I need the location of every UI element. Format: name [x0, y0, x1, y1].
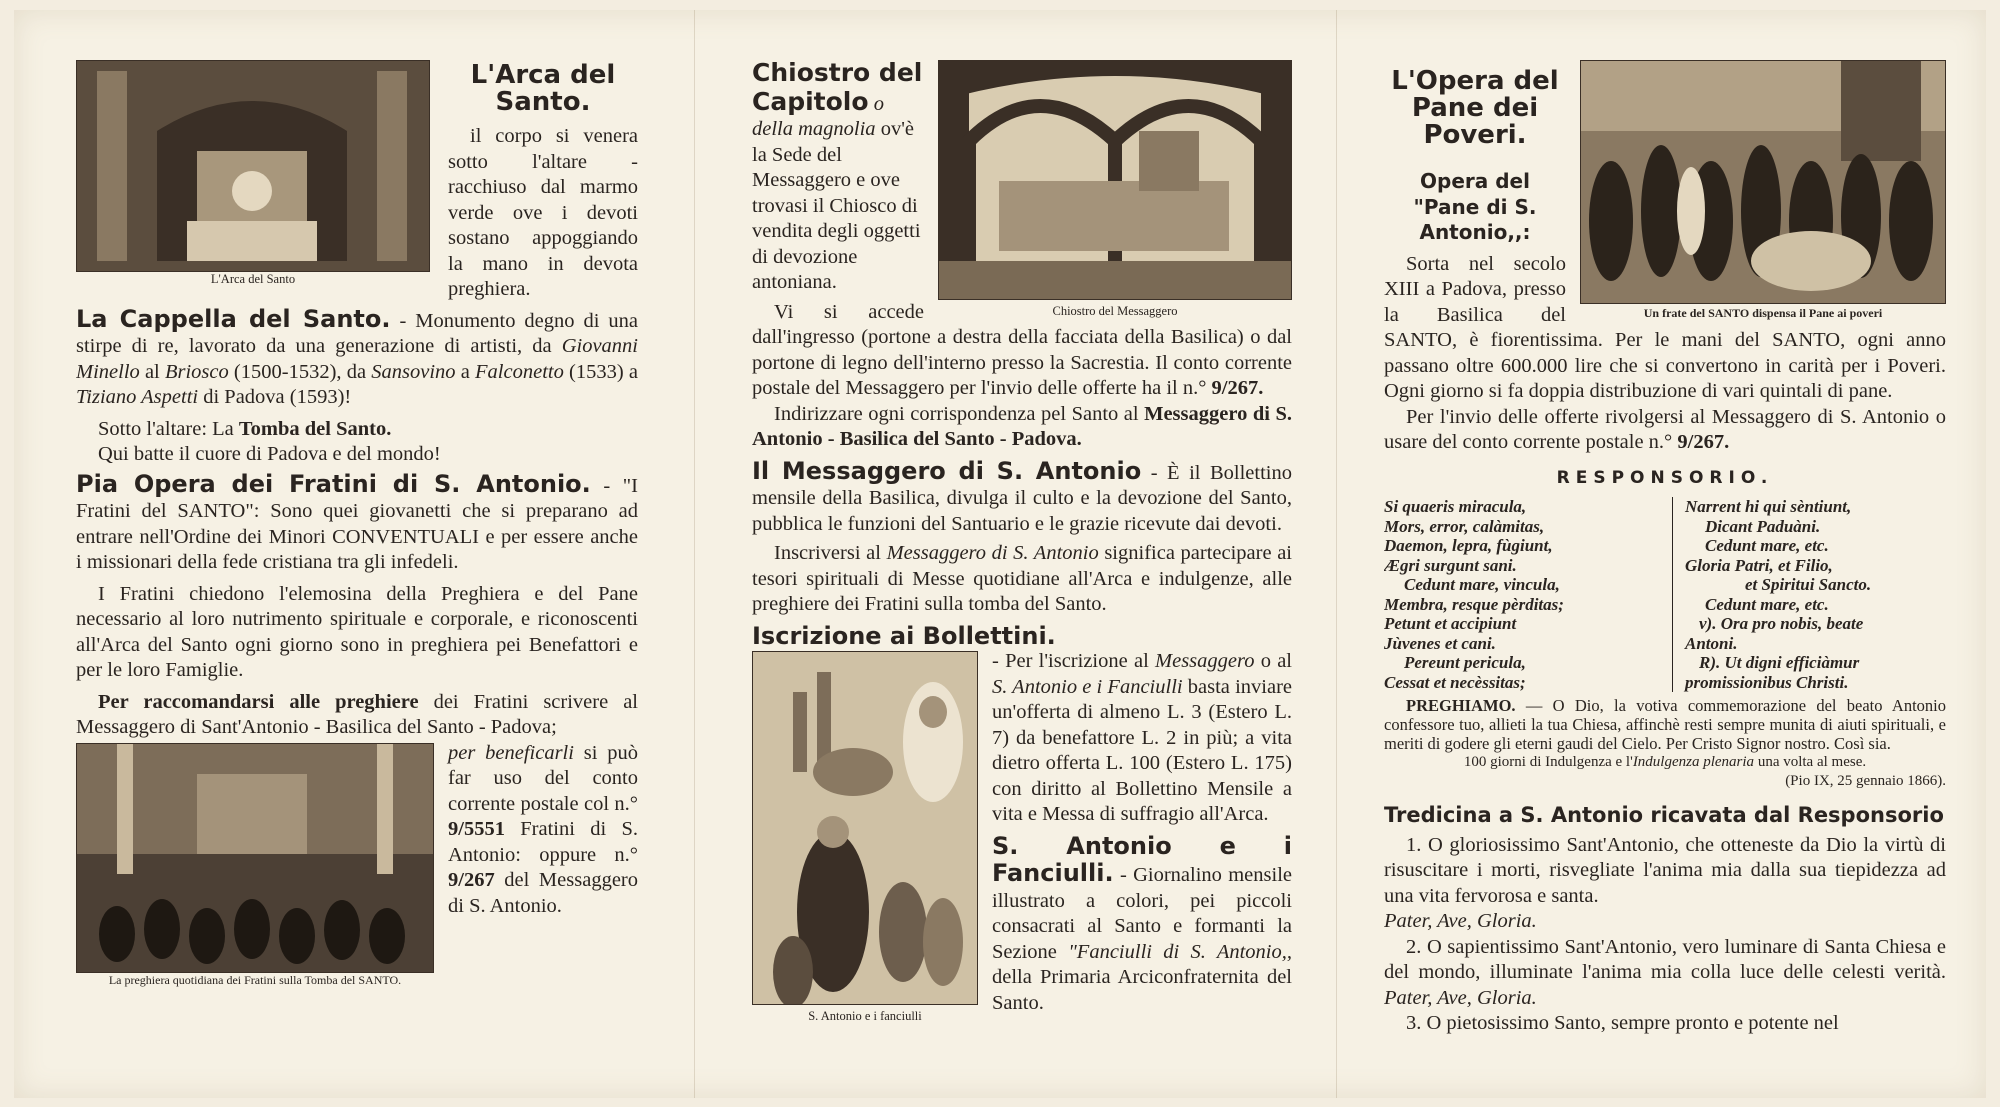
arca-photo-caption: L'Arca del Santo	[210, 272, 296, 286]
responsorio-verse-line: et Spiritui Sancto.	[1745, 575, 1872, 594]
fratini-paragraph: Pia Opera dei Fratini di S. Antonio. - "I Fratini del SANTO": Sono quei giovanetti che si preparano ad entrare nell'Ordine dei Minori CONVENTUALI e per essere anche i missionari della fede cristiana tra gli infedeli.	[76, 469, 638, 573]
arca-text: il corpo si venera sotto l'altare - racchiuso dal marmo verde ove i devoti sostano appoggiando la mano in devota preghiera.	[448, 125, 638, 300]
responsorio-left-column	[1384, 497, 1673, 692]
fratini-photo	[76, 743, 434, 973]
responsorio-verse-line: Membra, resque pèrditas;	[1384, 594, 1564, 614]
responsorio-verse-line: Daemon, lepra, fùgiunt,	[1384, 536, 1553, 555]
arca-title: L'Arca del Santo.	[470, 60, 616, 117]
tomba-line: Sotto l'altare: La Tomba del Santo.	[98, 417, 392, 440]
fanciulli-paragraph: S. Antonio e i Fanciulli. - Giornalino mensile illustrato a colori, pei piccoli consacrati al Santo e formanti la Sezione "Fanciulli di S. Antonio,, della Primaria Arciconfraternita del Santo.	[992, 831, 1292, 1014]
pane-photo-block	[1580, 60, 1946, 320]
responsorio-verse-line: promissionibus Christi.	[1685, 672, 1849, 692]
responsorio-verse-line: Dicant Paduàni.	[1705, 516, 1821, 536]
fratini-photo-block	[76, 743, 434, 987]
responsorio-title: RESPONSORIO.	[1556, 467, 1774, 488]
accede-paragraph: Vi si accede dall'ingresso (portone a destra della facciata della Basilica) o dal portone di legno dell'interno presso la Sacrestia. Il conto corrente postale del Messaggero per l'invio delle offerte ha il n.° 9/267.	[752, 300, 1292, 399]
arca-photo	[76, 60, 430, 272]
tredicina-3: 3. O pietosissimo Santo, sempre pronto e potente nel	[1406, 1012, 1839, 1034]
iscrizione-paragraph: - Per l'iscrizione al Messaggero o al S. Antonio e i Fanciulli basta inviare un'offerta di almeno L. 3 (Estero L. 7) da benefattore L. 2 in più; a vita dietro offerta L. 100 (Estero L. 175) con diritto al Bollettino Mensile a vita e Messa di suffragio all'Arca.	[992, 650, 1292, 825]
responsorio-verse-line: v). Ora pro nobis, beate	[1699, 614, 1864, 633]
responsorio-right-column	[1673, 497, 1946, 692]
fratini-photo-caption: La preghiera quotidiana dei Fratini sulla Tomba del SANTO.	[108, 972, 402, 987]
responsorio-verse-line: Cedunt mare, etc.	[1705, 536, 1829, 555]
cappella-paragraph: La Cappella del Santo. - Monumento degno di una stirpe di re, lavorato da una generazione di artisti, da Giovanni Minello al Briosco (1500-1532), da Sansovino a Falconetto (1533) a Tiziano Aspetti di Padova (1593)!	[76, 304, 638, 408]
fold-line-2	[1336, 10, 1337, 1098]
chiostro-photo-block	[938, 60, 1292, 318]
leaflet-sheet	[14, 10, 1986, 1098]
opera-subtitle: Opera del "Pane di S. Antonio,,:	[1413, 169, 1537, 244]
inscriversi-paragraph: Inscriversi al Messaggero di S. Antonio significa partecipare ai tesori spirituali di Messe quotidiane all'Arca e indulgenze, alle preghiere dei Fratini sulla tomba del Santo.	[752, 542, 1292, 615]
messaggero-title: Il Messaggero di S. Antonio	[752, 456, 1142, 485]
chiostro-photo	[938, 60, 1292, 300]
responsorio-verse-line: Gloria Patri, et Filio,	[1685, 555, 1833, 575]
tredicina-2: 2. O sapientissimo Sant'Antonio, vero luminare di Santa Chiesa e del mondo, illuminate l'anima mia colla luce delle celesti verità. Pater, Ave, Gloria.	[1384, 935, 1946, 1009]
column-left	[76, 60, 638, 1090]
cuore-line: Qui batte il cuore di Padova e del mondo!	[98, 443, 441, 465]
fold-line-1	[694, 10, 695, 1098]
responsorio-verse-line: Antoni.	[1685, 633, 1738, 653]
fanciulli-photo-block	[752, 651, 978, 1023]
chiostro-paragraph: Chiostro del Capitolo o della magnolia ov'è la Sede del Messaggero e ove trovasi il Chiosco di vendita degli oggetti di devozione antoniana.	[752, 60, 923, 293]
indirizzare-paragraph: Indirizzare ogni corrispondenza pel Santo al Messaggero di S. Antonio - Basilica del Santo - Padova.	[752, 402, 1292, 450]
fanciulli-photo	[752, 651, 978, 1005]
responsorio-verse-line: Cedunt mare, etc.	[1705, 594, 1829, 614]
column-middle	[752, 60, 1292, 1090]
iscrizione-title: Iscrizione ai Bollettini.	[752, 621, 1056, 650]
tredicina-1-prayers: Pater, Ave, Gloria.	[1384, 910, 1537, 932]
tredicina-1: 1. O gloriosissimo Sant'Antonio, che otteneste da Dio la virtù di risuscitare i morti, risvegliate l'anima mia dalla sua tiepidezza ad una vita fervorosa e santa.	[1384, 833, 1946, 907]
responsorio-verse-line: Cessat et necèssitas;	[1384, 672, 1526, 692]
opera-text: Sorta nel secolo XIII a Padova, presso la Basilica del SANTO, è fiorentissima. Per le mani del SANTO, ogni anno passano oltre 600.000 lire che si convertono in carità per i Poveri. Ogni giorno si fa doppia distribuzione di vari quintali di pane.	[1384, 252, 1946, 402]
fanciulli-title: S. Antonio e i Fanciulli.	[992, 831, 1292, 887]
invio-paragraph: Per l'invio delle offerte rivolgersi al Messaggero di S. Antonio o usare del conto corrente postale n.° 9/267.	[1384, 405, 1946, 453]
raccomandarsi-paragraph: Per raccomandarsi alle preghiere dei Fratini scrivere al Messaggero di Sant'Antonio - Basilica del Santo - Padova;	[76, 690, 638, 738]
responsorio-verse-line: Narrent hi qui sèntiunt,	[1685, 497, 1852, 516]
beneficarli-paragraph: per beneficarli si può far uso del conto corrente postale col n.° 9/5551 Fratini di S. Antonio: oppure n.° 9/267 del Messaggero di S. Antonio.	[448, 741, 638, 917]
indulgenza-line: 100 giorni di Indulgenza e l'Indulgenza plenaria una volta al mese.	[1463, 754, 1867, 770]
responsorio-verse-line: Jùvenes et cani.	[1384, 633, 1496, 653]
preghiamo-paragraph: PREGHIAMO. — O Dio, la votiva commemorazione del beato Antonio confessore tuo, allieti la tua Chiesa, affinchè resti sempre munita di aiuti spirituali, e meriti di godere gli eterni gaudi del Cielo. Per Cristo Signor nostro. Così sia.	[1384, 696, 1946, 753]
responsorio-verse-line: Pereunt pericula,	[1404, 653, 1526, 672]
chiostro-title: Chiostro del Capitolo	[752, 60, 923, 116]
opera-title: L'Opera del Pane dei Poveri.	[1391, 66, 1559, 150]
fratini-title: Pia Opera dei Fratini di S. Antonio.	[76, 469, 591, 498]
tredicina-title: Tredicina a S. Antonio ricavata dal Responsorio	[1384, 803, 1944, 827]
fratini-p2: I Fratini chiedono l'elemosina della Preghiera e del Pane necessario al loro nutrimento spirituale e corporale, e riconoscenti all'Arca del Santo ogni giorno sono in preghiera pei Benefattori e per le loro Famiglie.	[76, 582, 638, 681]
cappella-title: La Cappella del Santo.	[76, 304, 391, 333]
pane-photo-caption: Un frate del SANTO dispensa il Pane ai poveri	[1643, 306, 1883, 320]
chiostro-photo-caption: Chiostro del Messaggero	[1052, 304, 1178, 318]
responsorio-verse-line: Mors, error, calàmitas,	[1384, 516, 1545, 536]
arca-photo-block	[76, 60, 430, 286]
responsorio-verse-line: R). Ut digni efficiàmur	[1699, 653, 1860, 672]
responsorio-verse-line: Petunt et accipiunt	[1384, 614, 1517, 633]
indulgenza-reference: (Pio IX, 25 gennaio 1866).	[1785, 773, 1946, 789]
responsorio-verses	[1384, 497, 1946, 692]
column-right	[1384, 60, 1946, 1090]
fanciulli-photo-caption: S. Antonio e i fanciulli	[808, 1009, 922, 1023]
pane-photo	[1580, 60, 1946, 304]
responsorio-verse-line: Si quaeris miracula,	[1384, 497, 1527, 516]
messaggero-paragraph: Il Messaggero di S. Antonio - È il Bollettino mensile della Basilica, divulga il culto e la devozione del Santo, pubblica le funzioni del Santuario e le grazie ricevute dai devoti.	[752, 456, 1292, 535]
responsorio-verse-line: Cedunt mare, vincula,	[1404, 575, 1560, 594]
responsorio-verse-line: Ægri surgunt sani.	[1384, 555, 1517, 575]
